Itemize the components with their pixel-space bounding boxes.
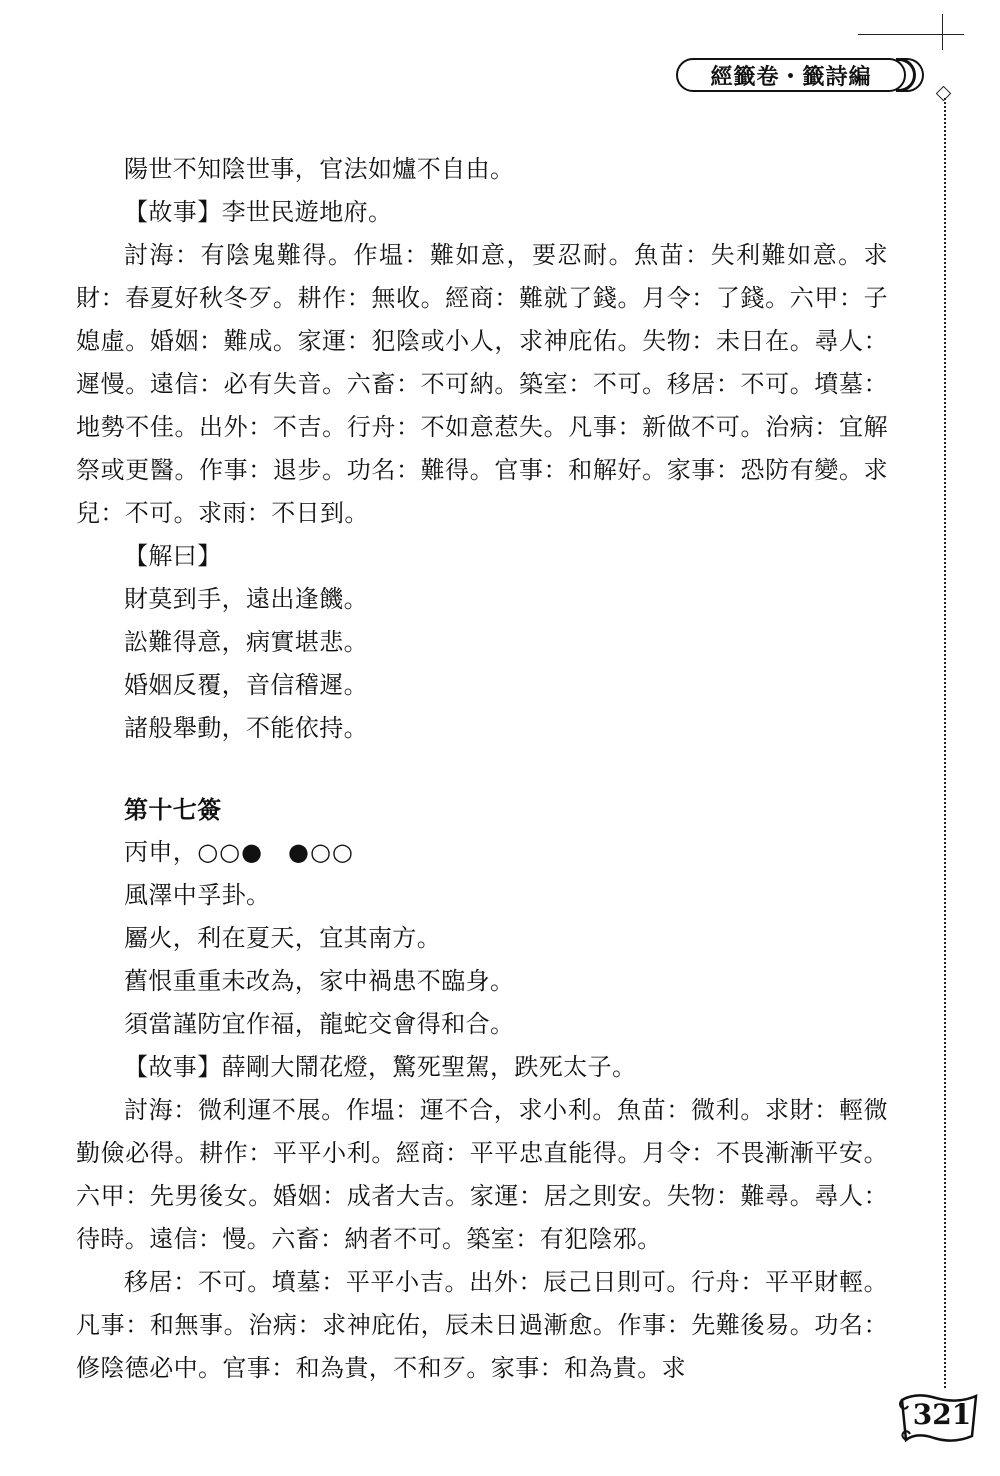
page-number: 321 bbox=[912, 1398, 972, 1431]
section-gap bbox=[76, 750, 888, 788]
explanation-heading: 【解曰】 bbox=[124, 542, 222, 570]
lot-title: 第十七簽 bbox=[124, 795, 222, 824]
explanation-line: 諸般舉動，不能依持。 bbox=[124, 714, 368, 742]
divination-paragraph: 討海：有陰鬼難得。作塭：難如意，要忍耐。魚苗：失利難如意。求財：春夏好秋冬歹。耕作：無收。經商：難就了錢。月令：了錢。六甲：子媳虛。婚姻：難成。家運：犯陰或小人，求神庇佑。失物：未日在。尋人：遲慢。遠信：必有失音。六畜：不可納。築室：不可。移居：不可。墳墓：地勢不佳。出外：不吉。行舟：不如意惹失。凡事：新做不可。治病：宜解祭或更醫。作事：退步。功名：難得。官事：和解好。家事：恐防有變。求兒：不可。求雨：不日到。 bbox=[76, 241, 888, 527]
explanation-line: 財莫到手，遠出逢饑。 bbox=[124, 585, 368, 613]
divination-paragraph: 移居：不可。墳墓：平平小吉。出外：辰己日則可。行舟：平平財輕。凡事：和無事。治病：求神庇佑，辰未日過漸愈。作事：先難後易。功名：修陰德必中。官事：和為貴，不和歹。家事：和為貴。求 bbox=[76, 1268, 888, 1382]
top-tick bbox=[942, 14, 943, 50]
explanation-line: 婚姻反覆，音信稽遲。 bbox=[124, 671, 368, 699]
element-line: 屬火，利在夏天，宜其南方。 bbox=[124, 924, 442, 952]
header-tab bbox=[676, 58, 906, 92]
top-rule bbox=[858, 34, 964, 35]
story-line: 【故事】薛剛大鬧花燈，驚死聖駕，跌死太子。 bbox=[124, 1053, 637, 1081]
verse-line: 陽世不知陰世事，官法如爐不自由。 bbox=[124, 155, 515, 183]
header-title: 經籤卷・籤詩編 bbox=[710, 64, 872, 90]
side-dotted-line bbox=[944, 98, 946, 1388]
page-body bbox=[76, 148, 888, 1390]
lot-stem: 丙申， bbox=[124, 838, 198, 866]
trigram-circles: ○○● ●○○ bbox=[197, 838, 354, 866]
verse-line: 舊恨重重未改為，家中禍患不臨身。 bbox=[124, 967, 515, 995]
explanation-line: 訟難得意，病實堪悲。 bbox=[124, 628, 368, 656]
hexagram-line: 風澤中孚卦。 bbox=[124, 881, 271, 909]
header-arc-decoration-outer bbox=[900, 58, 924, 92]
story-line: 【故事】李世民遊地府。 bbox=[124, 198, 393, 226]
divination-paragraph: 討海：微利運不展。作塭：運不合，求小利。魚苗：微利。求財：輕微勤儉必得。耕作：平平小利。經商：平平忠直能得。月令：不畏漸漸平安。六甲：先男後女。婚姻：成者大吉。家運：居之則安。失物：難尋。尋人：待時。遠信：慢。六畜：納者不可。築室：有犯陰邪。 bbox=[76, 1096, 888, 1253]
verse-line: 須當謹防宜作福，龍蛇交會得和合。 bbox=[124, 1010, 515, 1038]
lot-stem-line bbox=[76, 831, 888, 874]
